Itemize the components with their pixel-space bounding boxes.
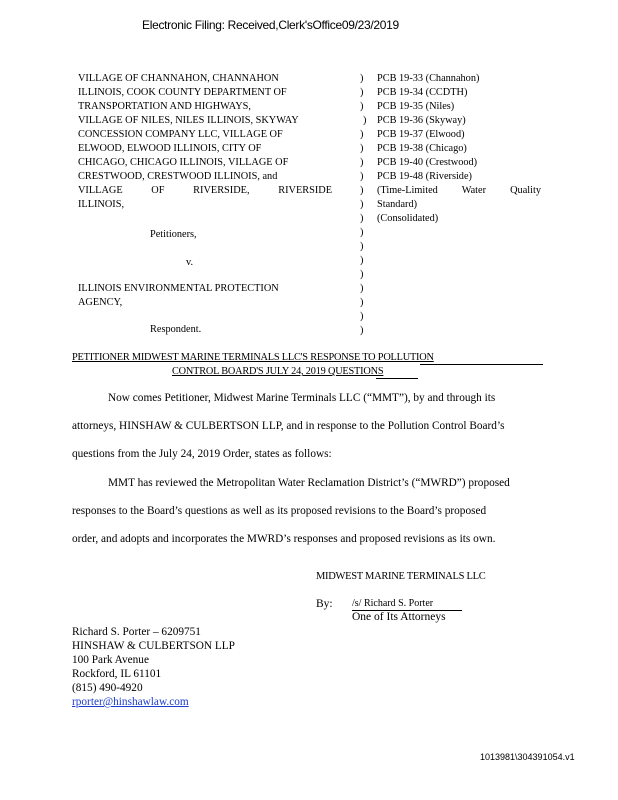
petitioners-label: Petitioners, [150,229,197,240]
caption-paren: ) [360,255,364,266]
caption-paren: ) [360,325,364,336]
caption-paren: ) [360,157,364,168]
case-number: PCB 19-37 (Elwood) [377,129,465,140]
signature-company: MIDWEST MARINE TERMINALS LLC [316,571,486,582]
caption-paren: ) [360,269,364,280]
paragraph-2-line: order, and adopts and incorporates the MWRD’s responses and proposed revisions as its own. [72,533,496,545]
case-number: PCB 19-33 (Channahon) [377,73,480,84]
caption-party-line: ELWOOD, ELWOOD ILLINOIS, CITY OF [78,143,262,154]
paragraph-2-line: MMT has reviewed the Metropolitan Water Reclamation District’s (“MWRD”) proposed [108,477,510,489]
signature-name: /s/ Richard S. Porter [352,598,434,609]
paragraph-2-line: responses to the Board’s questions as well as its proposed revisions to the Board’s proposed [72,505,487,517]
respondent-party-line: AGENCY, [78,297,123,308]
respondent-label: Respondent. [150,324,202,335]
caption-paren: ) [360,311,364,322]
attorney-firm: HINSHAW & CULBERTSON LLP [72,640,235,652]
case-number: PCB 19-34 (CCDTH) [377,87,468,98]
signature-role: One of Its Attorneys [352,611,446,623]
caption-paren: ) [360,297,364,308]
by-label: By: [316,598,333,610]
case-number: PCB 19-40 (Crestwood) [377,157,478,168]
caption-party-line: VILLAGE OF CHANNAHON, CHANNAHON [78,73,279,84]
document-title-line-2: CONTROL BOARD'S JULY 24, 2019 QUESTIONS [172,366,384,377]
caption-paren: ) [360,227,364,238]
caption-paren: ) [360,199,364,210]
case-number: PCB 19-48 (Riverside) [377,171,472,182]
caption-party-line: CHICAGO, CHICAGO ILLINOIS, VILLAGE OF [78,157,289,168]
caption-party-line: TRANSPORTATION AND HIGHWAYS, [78,101,251,112]
caption-paren: ) [360,241,364,252]
attorney-street: 100 Park Avenue [72,654,149,666]
caption-party-line: CONCESSION COMPANY LLC, VILLAGE OF [78,129,283,140]
paragraph-1-line: Now comes Petitioner, Midwest Marine Terminals LLC (“MMT”), by and through its [108,392,496,404]
respondent-party-line: ILLINOIS ENVIRONMENTAL PROTECTION [78,283,279,294]
attorney-phone: (815) 490-4920 [72,682,143,694]
attorney-city: Rockford, IL 61101 [72,668,162,680]
caption-party-line: ILLINOIS, COOK COUNTY DEPARTMENT OF [78,87,287,98]
case-number: (Consolidated) [377,213,439,224]
case-number: PCB 19-35 (Niles) [377,101,455,112]
caption-party-line: VILLAGE OF RIVERSIDE, RIVERSIDE [78,185,332,196]
title-rule [420,364,543,365]
paragraph-1-line: attorneys, HINSHAW & CULBERTSON LLP, and in response to the Pollution Control Board’s [72,420,505,432]
caption-paren: ) [360,87,364,98]
case-number: PCB 19-38 (Chicago) [377,143,467,154]
attorney-email-link[interactable]: rporter@hinshawlaw.com [72,696,189,708]
attorney-name: Richard S. Porter – 6209751 [72,626,201,638]
caption-paren: ) [360,143,364,154]
document-title-line-1: PETITIONER MIDWEST MARINE TERMINALS LLC'S RESPONSE TO POLLUTION [72,352,434,363]
caption-paren: ) [360,171,364,182]
caption-paren: ) [360,129,364,140]
case-number: Standard) [377,199,418,210]
caption-paren: ) [360,185,364,196]
caption-party-line: CRESTWOOD, CRESTWOOD ILLINOIS, and [78,171,278,182]
versus-label: v. [186,257,194,268]
case-number: PCB 19-36 (Skyway) [377,115,466,126]
caption-paren: ) [360,283,364,294]
caption-party-line: ILLINOIS, [78,199,125,210]
caption-paren: ) [360,73,364,84]
caption-paren: ) [360,213,364,224]
paragraph-1-line: questions from the July 24, 2019 Order, states as follows: [72,448,332,460]
filing-stamp: Electronic Filing: Received,Clerk'sOffice09/23/2019 [142,18,399,32]
document-id: 1013981\304391054.v1 [480,752,575,762]
title-rule [376,378,418,379]
caption-paren: ) [360,101,364,112]
case-number: (Time-Limited Water Quality [377,185,541,196]
caption-paren: ) [363,115,367,126]
caption-party-line: VILLAGE OF NILES, NILES ILLINOIS, SKYWAY [78,115,299,126]
